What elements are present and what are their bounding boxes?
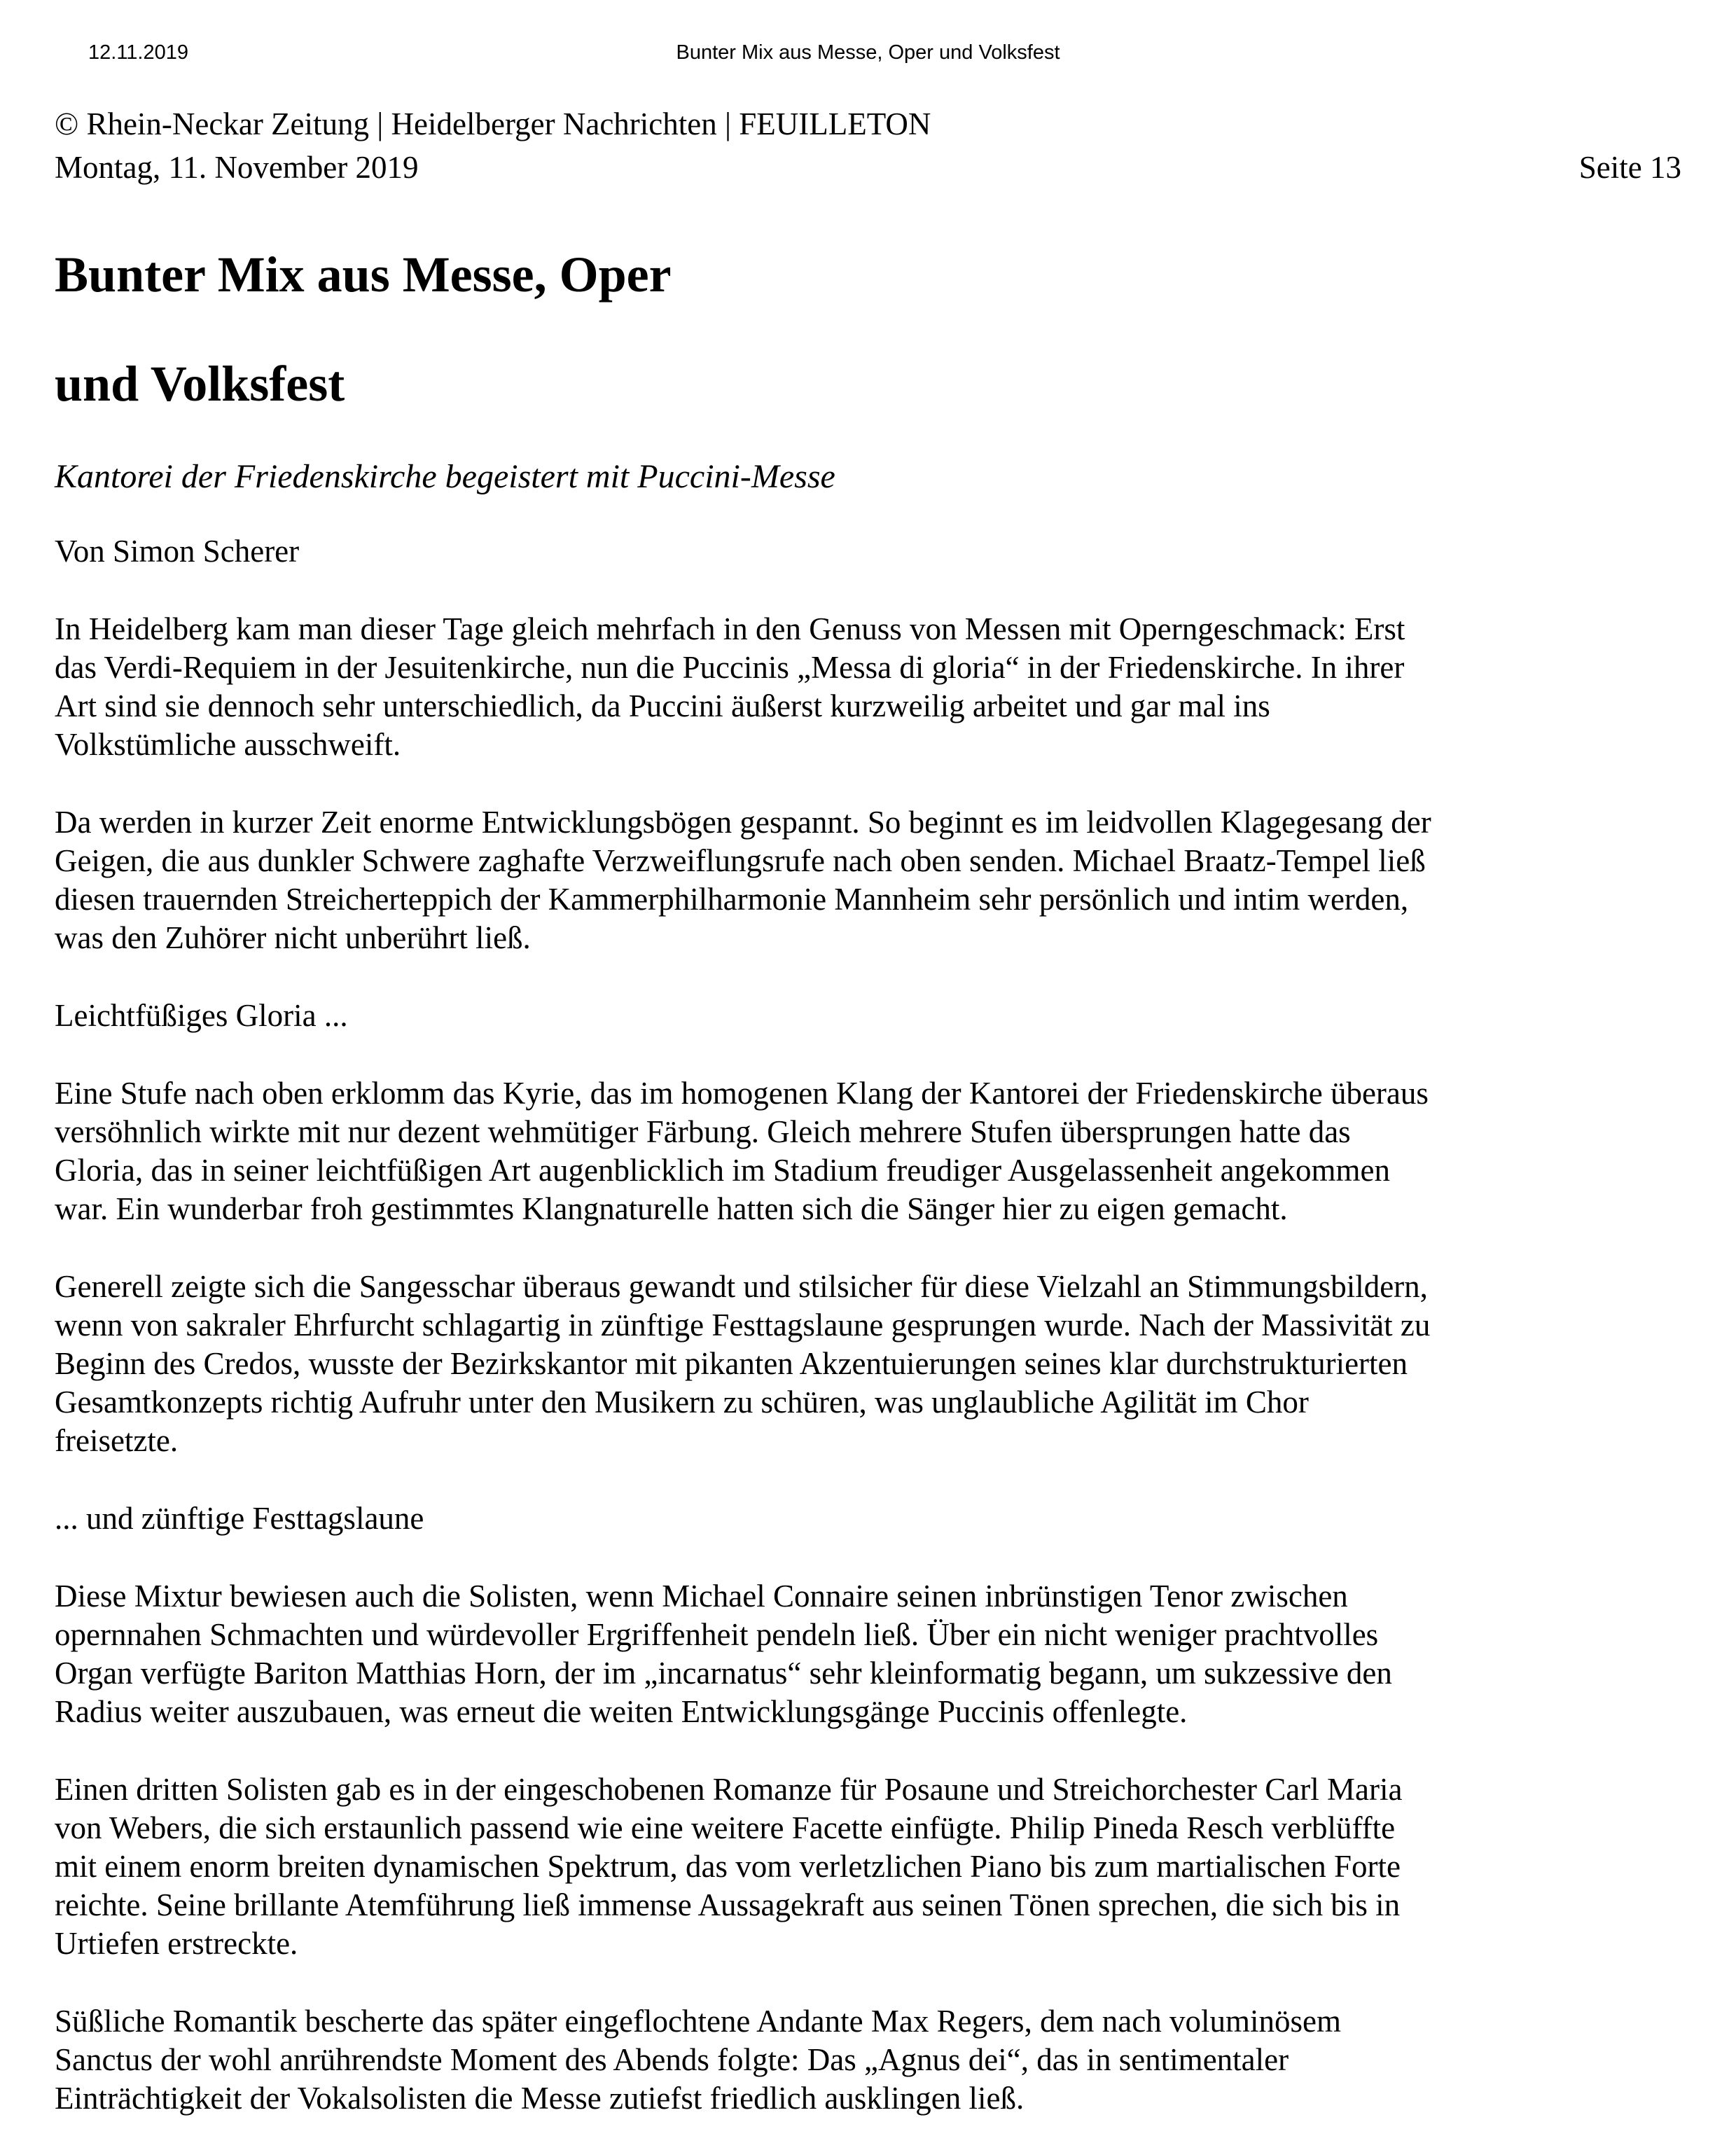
text-line: Sanctus der wohl anrührendste Moment des Abends folgte: Das „Agnus dei“, das in sentimentaler <box>55 2042 1289 2077</box>
article-title-line-1: Bunter Mix aus Messe, Oper <box>55 247 672 303</box>
page-number: Seite 13 <box>1578 150 1681 185</box>
article-subheading <box>55 997 1681 1035</box>
masthead <box>55 102 1681 189</box>
text-line: reichte. Seine brillante Atemführung ließ immense Aussagekraft aus seinen Tönen sprechen, die sich bis in <box>55 1887 1401 1922</box>
text-line: freisetzte. <box>55 1423 179 1458</box>
text-line: Einträchtigkeit der Vokalsolisten die Messe zutiefst friedlich ausklingen ließ. <box>55 2081 1025 2116</box>
print-date: 12.11.2019 <box>88 41 188 64</box>
text-line: Beginn des Credos, wusste der Bezirkskantor mit pikanten Akzentuierungen seines klar durchstrukturierten <box>55 1346 1408 1381</box>
article-subheading <box>55 1499 1681 1538</box>
text-line: Geigen, die aus dunkler Schwere zaghafte Verzweiflungsrufe nach oben senden. Michael Braatz-Tempel ließ <box>55 843 1426 878</box>
text-line: opernnahen Schmachten und würdevoller Ergriffenheit pendeln ließ. Über ein nicht weniger prachtvolles <box>55 1617 1379 1652</box>
text-line: Gesamtkonzepts richtig Aufruhr unter den Musikern zu schüren, was unglaubliche Agilität im Chor <box>55 1385 1309 1420</box>
article-body <box>55 610 1681 2118</box>
text-line: das Verdi-Requiem in der Jesuitenkirche, nun die Puccinis „Messa di gloria“ in der Friedenskirche. In ihrer <box>55 650 1405 685</box>
text-line: Radius weiter auszubauen, was erneut die weiten Entwicklungsgänge Puccinis offenlegte. <box>55 1694 1188 1729</box>
text-line: Volkstümliche ausschweift. <box>55 727 401 762</box>
article-paragraph <box>55 1074 1681 1228</box>
text-line: mit einem enorm breiten dynamischen Spektrum, das vom verletzlichen Piano bis zum martialischen Forte <box>55 1849 1401 1884</box>
text-line: Da werden in kurzer Zeit enorme Entwicklungsbögen gespannt. So beginnt es im leidvollen Klagegesang der <box>55 805 1431 840</box>
text-line: Leichtfüßiges Gloria ... <box>55 998 348 1033</box>
text-line: Generell zeigte sich die Sangesschar überaus gewandt und stilsicher für diese Vielzahl an Stimmungsbildern, <box>55 1269 1428 1304</box>
masthead-date-row <box>55 146 1681 189</box>
article-paragraph <box>55 803 1681 957</box>
text-line: wenn von sakraler Ehrfurcht schlagartig in zünftige Festtagslaune gesprungen wurde. Nach der Massivität zu <box>55 1308 1431 1343</box>
text-line: Süßliche Romantik bescherte das später eingeflochtene Andante Max Regers, dem nach voluminösem <box>55 2004 1341 2039</box>
article-paragraph <box>55 1577 1681 1731</box>
text-line: Eine Stufe nach oben erklomm das Kyrie, das im homogenen Klang der Kantorei der Friedenskirche überaus <box>55 1076 1429 1111</box>
article-subtitle: Kantorei der Friedenskirche begeistert mit Puccini-Messe <box>55 458 835 495</box>
article-paragraph <box>55 2002 1681 2118</box>
print-header <box>55 0 1681 64</box>
text-line: ... und zünftige Festtagslaune <box>55 1501 424 1536</box>
issue-date: Montag, 11. November 2019 <box>55 150 419 185</box>
article-paragraph <box>55 610 1681 764</box>
text-line: Diese Mixtur bewiesen auch die Solisten, wenn Michael Connaire seinen inbrünstigen Tenor zwischen <box>55 1579 1348 1614</box>
article-byline: Von Simon Scherer <box>55 534 300 569</box>
text-line: Urtiefen erstreckte. <box>55 1926 298 1961</box>
text-line: was den Zuhörer nicht unberührt ließ. <box>55 920 531 955</box>
article-paragraph <box>55 1770 1681 1963</box>
text-line: Einen dritten Solisten gab es in der eingeschobenen Romanze für Posaune und Streichorchester Carl Maria <box>55 1772 1403 1807</box>
print-header-title: Bunter Mix aus Messe, Oper und Volksfest <box>676 41 1060 64</box>
text-line: Gloria, das in seiner leichtfüßigen Art augenblicklich im Stadium freudiger Ausgelassenheit angekommen <box>55 1153 1391 1188</box>
article-title <box>55 244 1681 415</box>
article-paragraph <box>55 1268 1681 1460</box>
text-line: von Webers, die sich erstaunlich passend wie eine weitere Facette einfügte. Philip Pineda Resch verblüffte <box>55 1810 1396 1845</box>
text-line: In Heidelberg kam man dieser Tage gleich mehrfach in den Genuss von Messen mit Operngeschmack: Erst <box>55 611 1405 646</box>
text-line: Organ verfügte Bariton Matthias Horn, der im „incarnatus“ sehr kleinformatig begann, um sukzessive den <box>55 1656 1392 1691</box>
text-line: Art sind sie dennoch sehr unterschiedlich, da Puccini äußerst kurzweilig arbeitet und gar mal ins <box>55 688 1270 723</box>
article-title-line-2: und Volksfest <box>55 356 345 412</box>
text-line: diesen trauernden Streicherteppich der Kammerphilharmonie Mannheim sehr persönlich und intim werden, <box>55 882 1409 917</box>
text-line: versöhnlich wirkte mit nur dezent wehmütiger Färbung. Gleich mehrere Stufen übersprungen hatte das <box>55 1114 1351 1149</box>
text-line: war. Ein wunderbar froh gestimmtes Klangnaturelle hatten sich die Sänger hier zu eigen gemacht. <box>55 1191 1288 1226</box>
copyright-line: © Rhein-Neckar Zeitung | Heidelberger Nachrichten | FEUILLETON <box>55 106 931 141</box>
